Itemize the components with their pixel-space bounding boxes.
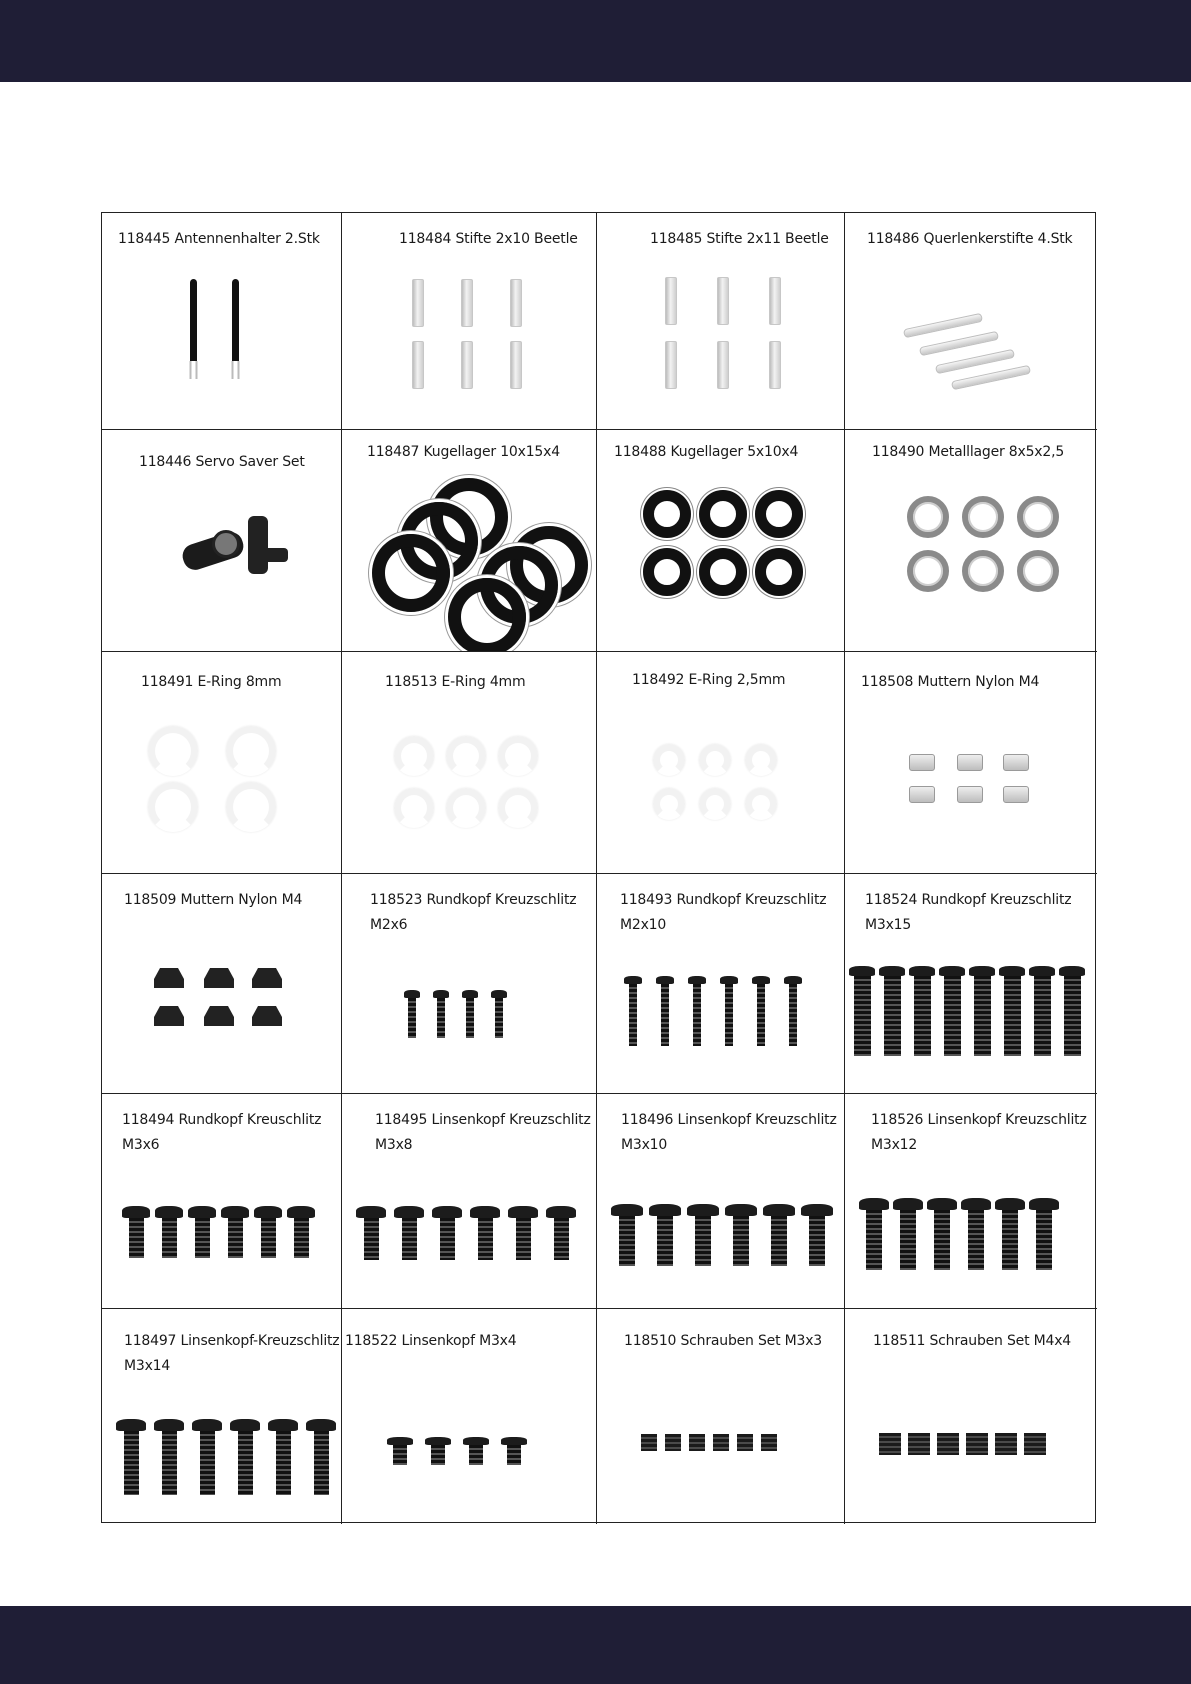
screw — [752, 976, 770, 1046]
screw — [433, 990, 449, 1038]
part-cell — [102, 652, 342, 874]
screw — [154, 1419, 184, 1495]
screw-icon — [597, 1094, 844, 1308]
part-label: 118522 Linsenkopf M3x4 — [345, 1333, 517, 1349]
grub-screw — [713, 1434, 729, 1451]
grub-screw — [737, 1434, 753, 1451]
part-cell — [102, 213, 342, 430]
screw — [230, 1419, 260, 1495]
screw — [394, 1206, 424, 1260]
pin-icon — [597, 213, 844, 429]
part-label: 118513 E-Ring 4mm — [385, 674, 526, 690]
screw — [687, 1204, 719, 1266]
nut-icon — [845, 652, 1097, 873]
screw — [463, 1437, 489, 1465]
screw — [546, 1206, 576, 1260]
part-label: 118446 Servo Saver Set — [139, 454, 305, 470]
screw-icon — [845, 874, 1097, 1093]
e-ring-icon — [102, 652, 341, 873]
part-cell — [342, 213, 597, 430]
grub-screw — [665, 1434, 681, 1451]
screw-icon — [102, 1309, 341, 1524]
e-ring-icon — [597, 652, 844, 873]
part-label: 118495 Linsenkopf Kreuzschlitz M3x8 — [375, 1112, 591, 1153]
screw — [611, 1204, 643, 1266]
part-label: 118494 Rundkopf Kreuschlitz M3x6 — [122, 1112, 322, 1153]
screw — [1059, 966, 1085, 1056]
screw — [1029, 1198, 1059, 1270]
screw-icon — [597, 874, 844, 1093]
part-cell — [597, 1309, 845, 1524]
part-label: 118493 Rundkopf Kreuzschlitz M2x10 — [620, 892, 827, 933]
part-label: 118524 Rundkopf Kreuzschlitz M3x15 — [865, 892, 1072, 933]
screw — [470, 1206, 500, 1260]
part-label: 118523 Rundkopf Kreuzschlitz M2x6 — [370, 892, 577, 933]
screw — [268, 1419, 298, 1495]
metal-bushing-icon — [845, 430, 1097, 651]
part-cell — [845, 430, 1097, 652]
part-cell — [597, 1094, 845, 1309]
part-label: 118510 Schrauben Set M3x3 — [624, 1333, 823, 1349]
grub-screw-icon — [845, 1309, 1097, 1524]
screw — [155, 1206, 183, 1258]
part-cell — [102, 430, 342, 652]
footer-band — [0, 1606, 1191, 1684]
servo-saver-icon — [102, 430, 341, 651]
header-band — [0, 0, 1191, 82]
part-cell — [845, 1309, 1097, 1524]
part-cell — [342, 430, 597, 652]
part-label: 118488 Kugellager 5x10x4 — [614, 444, 799, 460]
screw — [859, 1198, 889, 1270]
part-cell — [342, 1094, 597, 1309]
part-label: 118487 Kugellager 10x15x4 — [367, 444, 560, 460]
part-label: 118511 Schrauben Set M4x4 — [873, 1333, 1072, 1349]
screw — [387, 1437, 413, 1465]
screw-icon — [342, 874, 596, 1093]
part-cell — [845, 213, 1097, 430]
part-cell — [597, 213, 845, 430]
screw-icon — [342, 1094, 596, 1308]
ball-bearing-icon — [342, 430, 596, 651]
part-label: 118490 Metalllager 8x5x2,5 — [872, 444, 1065, 460]
part-label: 118497 Linsenkopf-Kreuzschlitz M3x14 — [124, 1333, 340, 1374]
screw — [909, 966, 935, 1056]
part-cell — [102, 874, 342, 1094]
screw — [404, 990, 420, 1038]
part-cell — [342, 874, 597, 1094]
screw — [784, 976, 802, 1046]
screw — [656, 976, 674, 1046]
part-cell — [597, 430, 845, 652]
pin-icon — [342, 213, 596, 429]
screw-icon — [102, 1094, 341, 1308]
part-label: 118526 Linsenkopf Kreuzschlitz M3x12 — [871, 1112, 1087, 1153]
screw — [725, 1204, 757, 1266]
screw — [939, 966, 965, 1056]
part-label: 118445 Antennenhalter 2.Stk — [118, 231, 320, 247]
grub-screw — [908, 1433, 930, 1455]
screw — [254, 1206, 282, 1258]
flange-nut-icon — [102, 874, 341, 1093]
hinge-pin-icon — [845, 213, 1097, 429]
part-cell — [845, 874, 1097, 1094]
part-cell — [102, 1094, 342, 1309]
part-cell — [342, 652, 597, 874]
screw — [720, 976, 738, 1046]
screw — [763, 1204, 795, 1266]
screw — [879, 966, 905, 1056]
part-cell — [845, 652, 1097, 874]
ball-bearing-icon — [597, 430, 844, 651]
part-label: 118491 E-Ring 8mm — [141, 674, 282, 690]
grub-screw — [689, 1434, 705, 1451]
screw — [893, 1198, 923, 1270]
part-label: 118485 Stifte 2x11 Beetle — [650, 231, 829, 247]
screw — [849, 966, 875, 1056]
part-label: 118496 Linsenkopf Kreuzschlitz M3x10 — [621, 1112, 837, 1153]
screw — [501, 1437, 527, 1465]
screw — [688, 976, 706, 1046]
part-label: 118508 Muttern Nylon M4 — [861, 674, 1040, 690]
screw — [432, 1206, 462, 1260]
screw — [116, 1419, 146, 1495]
screw — [188, 1206, 216, 1258]
screw-icon — [845, 1094, 1097, 1308]
part-cell — [597, 874, 845, 1094]
part-label: 118492 E-Ring 2,5mm — [632, 672, 786, 688]
screw — [491, 990, 507, 1038]
screw — [995, 1198, 1025, 1270]
screw-icon — [342, 1309, 596, 1524]
grub-screw — [995, 1433, 1017, 1455]
screw — [462, 990, 478, 1038]
parts-grid — [101, 212, 1096, 1523]
part-cell — [597, 652, 845, 874]
part-label: 118484 Stifte 2x10 Beetle — [399, 231, 578, 247]
part-cell — [845, 1094, 1097, 1309]
screw — [927, 1198, 957, 1270]
part-cell — [342, 1309, 597, 1524]
grub-screw — [879, 1433, 901, 1455]
e-ring-icon — [342, 652, 596, 873]
screw — [192, 1419, 222, 1495]
screw — [649, 1204, 681, 1266]
part-label: 118486 Querlenkerstifte 4.Stk — [867, 231, 1073, 247]
part-cell — [102, 1309, 342, 1524]
screw — [999, 966, 1025, 1056]
antenna-holder-icon — [102, 213, 341, 429]
screw — [425, 1437, 451, 1465]
screw — [287, 1206, 315, 1258]
screw — [1029, 966, 1055, 1056]
screw — [508, 1206, 538, 1260]
screw — [801, 1204, 833, 1266]
screw — [356, 1206, 386, 1260]
screw — [221, 1206, 249, 1258]
part-label: 118509 Muttern Nylon M4 — [124, 892, 303, 908]
grub-screw — [761, 1434, 777, 1451]
screw — [624, 976, 642, 1046]
screw — [961, 1198, 991, 1270]
screw — [122, 1206, 150, 1258]
grub-screw — [641, 1434, 657, 1451]
screw — [306, 1419, 336, 1495]
grub-screw — [937, 1433, 959, 1455]
grub-screw — [1024, 1433, 1046, 1455]
grub-screw — [966, 1433, 988, 1455]
screw — [969, 966, 995, 1056]
grub-screw-icon — [597, 1309, 844, 1524]
